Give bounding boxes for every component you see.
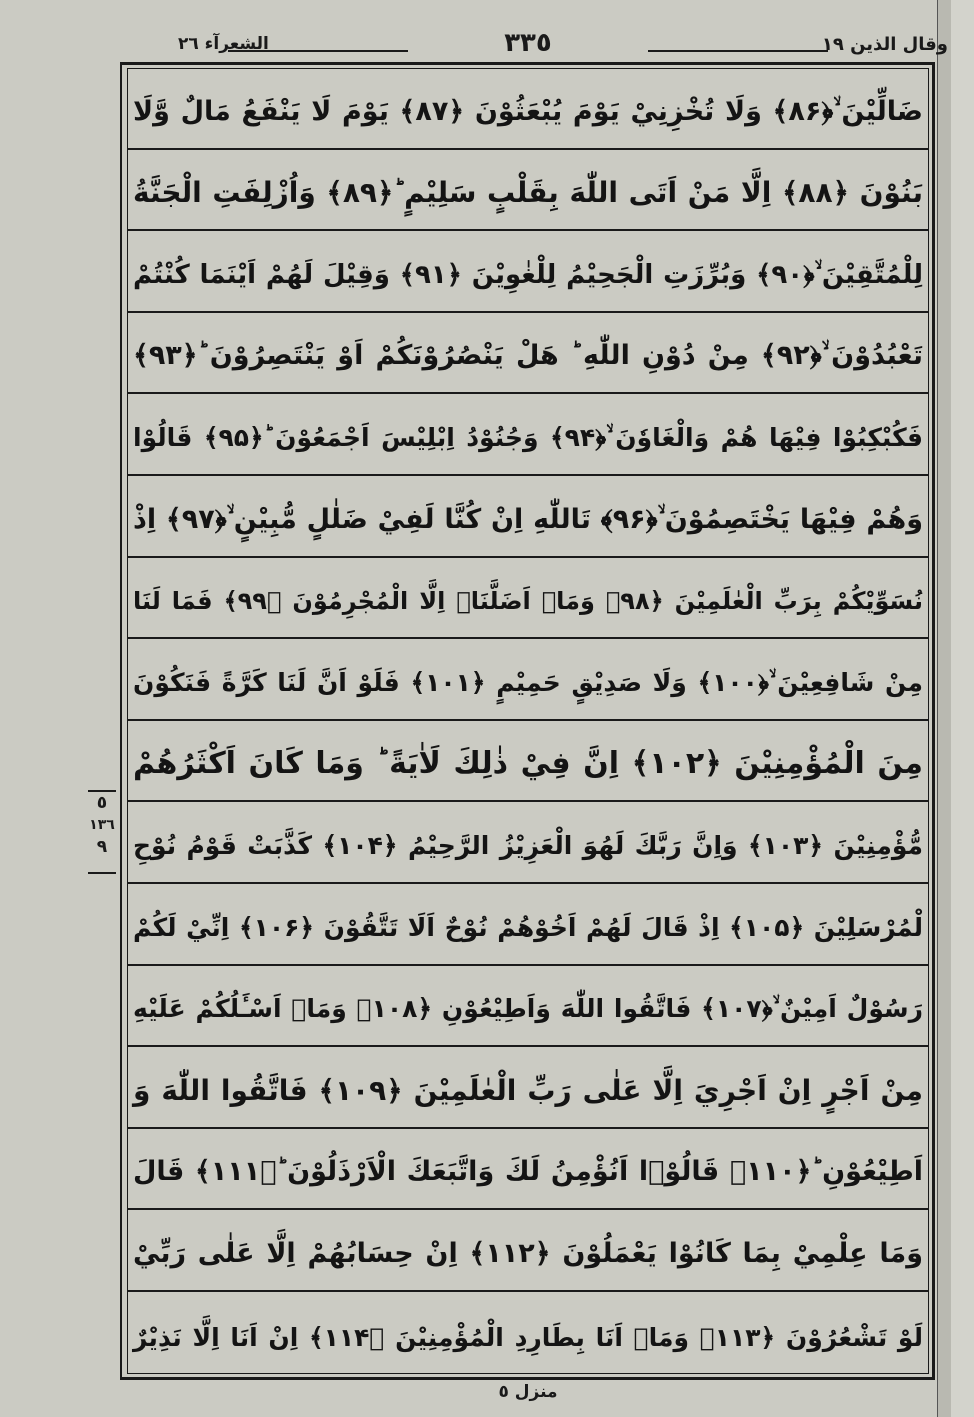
ruku-bottom: ٩ xyxy=(96,837,108,857)
text-line xyxy=(127,558,929,640)
surah-name: الشعرآء ٢٦ xyxy=(178,34,269,54)
text-line xyxy=(127,313,929,395)
line-text: وَمَا عِلْمِيْ بِمَا كَانُوْا يَعْمَلُوْنَ ﴿۱۱۲﴾ اِنْ حِسَابُهُمْ اِلَّا عَلٰى رَبِّيْ xyxy=(133,1237,923,1269)
text-line xyxy=(127,884,929,966)
text-line xyxy=(127,721,929,803)
page-spine xyxy=(937,0,952,1417)
text-line xyxy=(127,1292,929,1374)
line-text: نُسَوِّيْكُمْ بِرَبِّ الْعٰلَمِيْنَ ﴿۹۸﴾ وَمَاۤ اَضَلَّنَاۤ اِلَّا الْمُجْرِمُوْنَ ﴿۹۹﴾ فَمَا لَنَا xyxy=(133,587,923,616)
text-line xyxy=(127,639,929,721)
text-line xyxy=(127,1129,929,1211)
ruku-marker xyxy=(88,790,116,874)
page-edge xyxy=(951,0,974,1417)
line-text: بَنُوْنَ ﴿۸۸﴾ اِلَّا مَنْ اَتَى اللّٰهَ بِقَلْبٍ سَلِيْمٍ ؕ﴿۸۹﴾ وَاُزْلِفَتِ الْجَنَّةُ xyxy=(133,176,924,210)
line-text: لْمُرْسَلِيْنَ ﴿۱۰۵﴾ اِذْ قَالَ لَهُمْ اَخُوْهُمْ نُوْحٌ اَلَا تَتَّقُوْنَ ﴿۱۰۶﴾ اِنِّيْ لَكُمْ xyxy=(133,912,923,942)
line-text: مُّؤْمِنِيْنَ ﴿۱۰۳﴾ وَاِنَّ رَبَّكَ لَهُوَ الْعَزِيْزُ الرَّحِيْمُ ﴿۱۰۴﴾ كَذَّبَتْ قَوْمُ نُوْحِ xyxy=(133,830,923,860)
page-footer: منزل ٥ xyxy=(498,1382,558,1402)
text-line xyxy=(127,966,929,1048)
text-line xyxy=(127,68,929,150)
ruku-middle: ١٣٦ xyxy=(89,817,115,833)
page-header xyxy=(108,28,948,64)
line-text: ضَالِّيْنَ ۙ﴿۸۶﴾ وَلَا تُخْزِنِيْ يَوْمَ يُبْعَثُوْنَ ﴿۸۷﴾ يَوْمَ لَا يَنْفَعُ مَالٌ وَّلَا xyxy=(133,95,924,127)
text-line xyxy=(127,1047,929,1129)
line-text: لَوْ تَشْعُرُوْنَ ﴿۱۱۳﴾ وَمَاۤ اَنَا بِطَارِدِ الْمُؤْمِنِيْنَ ﴿۱۱۴﴾ اِنْ اَنَا اِلَّا نَذِيْرٌ xyxy=(133,1322,923,1352)
ruku-top: ٥ xyxy=(96,793,108,813)
line-text: رَسُوْلٌ اَمِيْنٌ ۙ﴿۱۰۷﴾ فَاتَّقُوا اللّٰهَ وَاَطِيْعُوْنِ ﴿۱۰۸﴾ وَمَاۤ اَسْـَٔلُكُمْ عَلَيْهِ xyxy=(133,994,924,1024)
text-lines xyxy=(127,68,929,1374)
text-line xyxy=(127,394,929,476)
text-line xyxy=(127,231,929,313)
page-number: ٣٣٥ xyxy=(504,28,552,58)
line-text: اَطِيْعُوْنِ ؕ﴿۱۱۰﴾ قَالُوْۤا اَنُؤْمِنُ لَكَ وَاتَّبَعَكَ الْاَرْذَلُوْنَ ؕ﴿۱۱۱﴾ قَالَ xyxy=(133,1156,924,1188)
line-text: مِنْ شَافِعِيْنَ ۙ﴿۱۰۰﴾ وَلَا صَدِيْقٍ حَمِيْمٍ ﴿۱۰۱﴾ فَلَوْ اَنَّ لَنَا كَرَّةً فَنَكُوْنَ xyxy=(133,667,923,697)
line-text: مِنْ اَجْرٍ اِنْ اَجْرِيَ اِلَّا عَلٰى رَبِّ الْعٰلَمِيْنَ ﴿۱۰۹﴾ فَاتَّقُوا اللّٰهَ وَ xyxy=(133,1073,923,1107)
line-text: مِنَ الْمُؤْمِنِيْنَ ﴿۱۰۲﴾ اِنَّ فِيْ ذٰلِكَ لَاٰيَةً ؕ وَمَا كَانَ اَكْثَرُهُمْ xyxy=(133,746,923,782)
text-line xyxy=(127,476,929,558)
text-line xyxy=(127,802,929,884)
text-line xyxy=(127,150,929,232)
line-text: فَكُبْكِبُوْا فِيْهَا هُمْ وَالْغَاوٗنَ ۙ﴿۹۴﴾ وَجُنُوْدُ اِبْلِيْسَ اَجْمَعُوْنَ ؕ﴿۹۵﴾ قَالُوْا xyxy=(133,422,923,452)
juz-name: وقال الذين ١٩ xyxy=(821,34,948,55)
text-line xyxy=(127,1210,929,1292)
line-text: وَهُمْ فِيْهَا يَخْتَصِمُوْنَ ۙ﴿۹۶﴾ تَاللّٰهِ اِنْ كُنَّا لَفِيْ ضَلٰلٍ مُّبِيْنٍ ۙ﴿۹۷﴾ اِذْ xyxy=(133,503,923,535)
line-text: لِلْمُتَّقِيْنَ ۙ﴿۹۰﴾ وَبُرِّزَتِ الْجَحِيْمُ لِلْغٰوِيْنَ ﴿۹۱﴾ وَقِيْلَ لَهُمْ اَيْنَمَا كُنْتُمْ xyxy=(133,259,923,290)
line-text: تَعْبُدُوْنَ ۙ﴿۹۲﴾ مِنْ دُوْنِ اللّٰهِ ؕ هَلْ يَنْصُرُوْنَكُمْ اَوْ يَنْتَصِرُوْنَ ؕ﴿۹۳﴾ xyxy=(133,340,923,372)
